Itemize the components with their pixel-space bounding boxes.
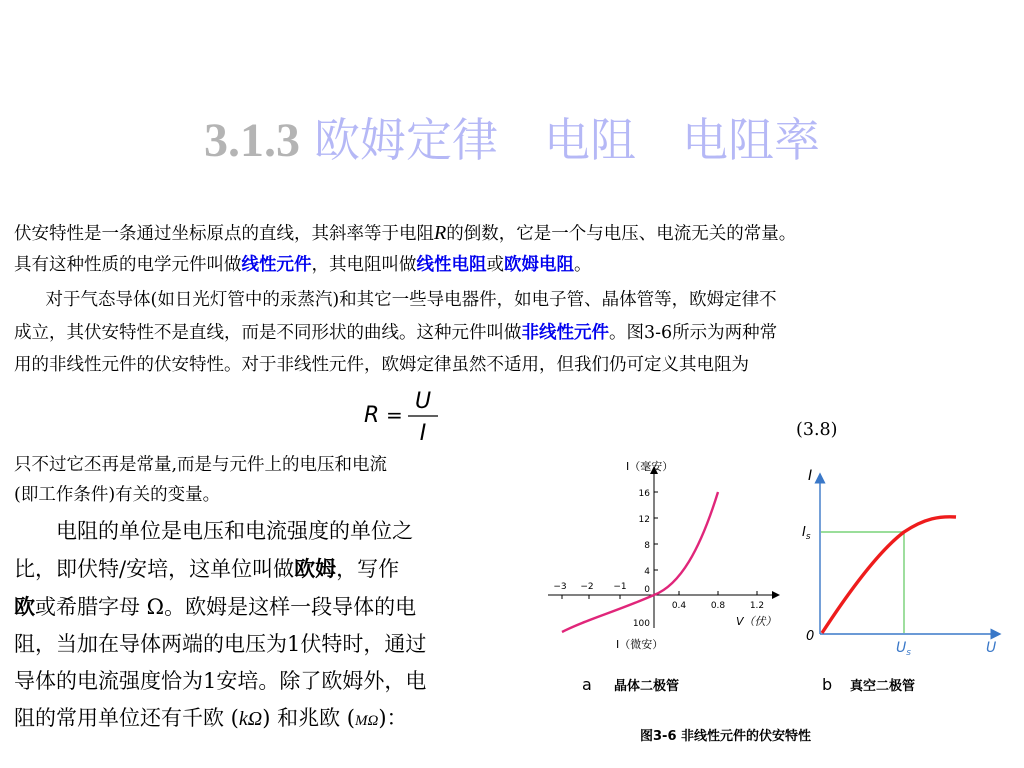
paragraph-4 — [14, 513, 524, 740]
paragraph-2-line-3: 用的非线性元件的伏安特性。对于非线性元件，欧姆定律虽然不适用，但我们仍可定义其电阻为 — [14, 355, 749, 375]
term-ou: 欧 — [14, 594, 35, 619]
chart-a-y-tick: 16 — [638, 489, 650, 499]
symbol-r: R — [434, 222, 447, 244]
chart-b-caption: 真空二极管 — [850, 679, 916, 694]
chart-a-y-tick: 4 — [644, 567, 650, 577]
equation-number: (3.8) — [796, 420, 838, 440]
chart-a-crystal-diode — [548, 459, 777, 694]
paragraph-4-line-2 — [14, 550, 524, 588]
chart-a-letter: a — [582, 675, 592, 694]
chart-b-origin: 0 — [806, 629, 815, 644]
text-segment: 或 — [486, 255, 504, 275]
section-title: 欧姆定律 电阻 电阻率 — [314, 113, 820, 167]
text-segment: 伏安特性是一条通过坐标原点的直线，其斜率等于电阻 — [14, 224, 434, 244]
figure-caption: 图3-6 非线性元件的伏安特性 — [640, 729, 812, 744]
text-segment: )： — [378, 706, 408, 730]
us-main: U — [896, 640, 907, 656]
text-segment: ，其电阻叫做 — [311, 255, 417, 275]
text-segment: 具有这种性质的电学元件叫做 — [14, 255, 242, 275]
is-main: I — [802, 525, 806, 540]
paragraph-4-line-1: 电阻的单位是电压和电流强度的单位之 — [14, 519, 413, 543]
slide-title — [0, 104, 1024, 170]
figure-3-6 — [540, 450, 1020, 750]
paragraph-3-line-1: 只不过它丕再是常量,而是与元件上的电压和电流 — [14, 455, 388, 475]
formula-equals: = — [386, 403, 403, 427]
paragraph-2-line-1: 对于气态导体(如日光灯管中的汞蒸汽)和其它一些导电器件，如电子管、晶体管等，欧姆定律不 — [28, 290, 777, 310]
text-segment: 。 — [574, 255, 592, 275]
term-ohmic-resistor: 欧姆电阻 — [504, 255, 574, 275]
chart-a-y-tick: 8 — [644, 541, 650, 551]
text-segment: 比，即伏特/安培，这单位叫做 — [14, 557, 295, 581]
chart-a-x-tick: −1 — [613, 582, 627, 592]
paragraph-3-line-2: (即工作条件)有关的变量。 — [14, 485, 221, 505]
chart-a-x-label: V（伏） — [736, 615, 777, 628]
text-segment: ，写作 — [336, 557, 400, 581]
paragraph-4-line-3 — [14, 588, 524, 626]
term-ohm: 欧姆 — [294, 556, 337, 581]
chart-a-neg-tick: 100 — [632, 619, 650, 629]
formula-lhs: R — [364, 403, 380, 428]
chart-a-neg-label: I（微安） — [616, 638, 664, 651]
text-segment: 。图3-6所示为两种常 — [609, 323, 778, 343]
chart-b-us-label — [896, 640, 911, 658]
term-nonlinear-element: 非线性元件 — [521, 323, 609, 343]
chart-a-x-tick: −3 — [553, 582, 567, 592]
chart-a-caption: 晶体二极管 — [614, 679, 680, 694]
chart-a-x-tick: −2 — [580, 582, 594, 592]
paragraph-1-line-1 — [14, 218, 1020, 250]
chart-b-curve — [822, 517, 956, 633]
chart-a-curve — [562, 492, 718, 632]
chart-a-y-label: I（毫安） — [626, 460, 674, 473]
paragraph-4-line-6 — [14, 700, 524, 740]
unit-kohm: kΩ — [238, 708, 263, 730]
paragraph-4-line-4: 阻，当加在导体两端的电压为1伏特时，通过 — [14, 632, 427, 656]
is-sub: s — [805, 532, 811, 542]
paragraph-3 — [14, 450, 514, 510]
chart-b-is-label — [802, 525, 811, 542]
chart-a-x-tick: 0.4 — [671, 601, 687, 611]
chart-b-x-label: U — [986, 640, 997, 656]
text-segment: 成立，其伏安特性不是直线，而是不同形状的曲线。这种元件叫做 — [14, 323, 522, 343]
chart-a-y-tick: 0 — [644, 585, 650, 595]
text-segment: 或希腊字母 Ω。欧姆是这样一段导体的电 — [35, 595, 417, 619]
us-sub: s — [906, 648, 911, 658]
paragraph-4-line-5: 导体的电流强度恰为1安培。除了欧姆外，电 — [14, 669, 427, 693]
term-linear-resistor: 线性电阻 — [416, 255, 487, 275]
chart-b-letter: b — [822, 675, 833, 694]
section-number: 3.1.3 — [204, 114, 300, 167]
chart-b-vacuum-diode — [802, 468, 996, 694]
paragraph-1-line-2 — [14, 250, 1020, 281]
chart-b-y-label: I — [808, 468, 813, 484]
term-linear-element: 线性元件 — [241, 255, 312, 275]
unit-mohm: MΩ — [354, 713, 379, 729]
text-segment: 阻的常用单位还有千欧 ( — [14, 706, 239, 730]
text-segment: ) 和兆欧 ( — [262, 706, 355, 730]
formula-numerator: U — [414, 389, 432, 414]
chart-a-x-tick: 0.8 — [710, 601, 726, 611]
chart-a-x-tick: 1.2 — [749, 601, 765, 611]
text-segment: 的倒数，它是一个与电压、电流无关的常量。 — [446, 224, 797, 244]
formula-denominator: I — [419, 421, 427, 446]
chart-a-y-tick: 12 — [638, 515, 650, 525]
ohm-formula — [362, 386, 462, 446]
paragraph-2-line-2 — [14, 318, 1020, 349]
